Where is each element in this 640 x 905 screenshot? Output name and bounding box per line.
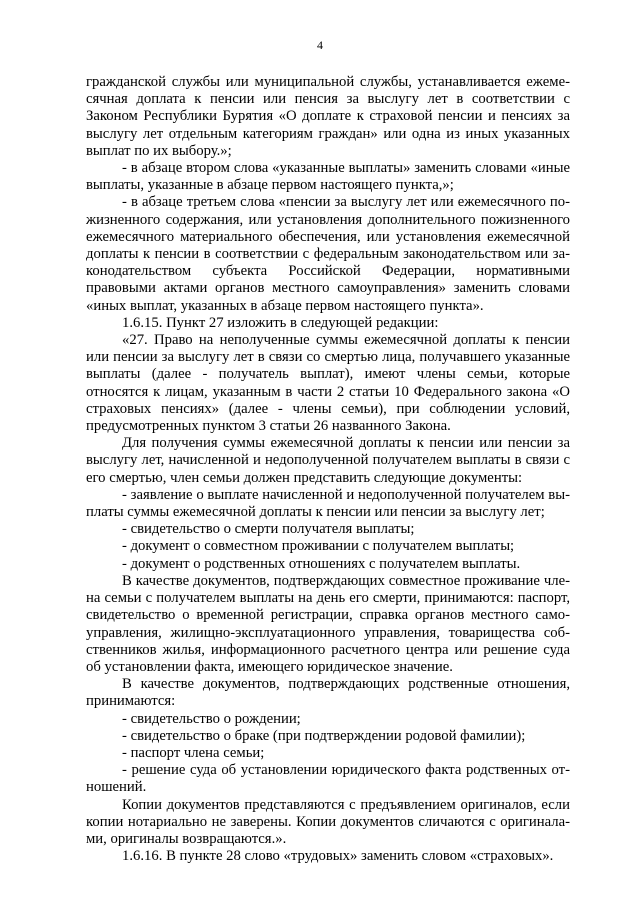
paragraph-clause-1-6-16: 1.6.16. В пункте 28 слово «трудовых» заменить словом «страховых».	[122, 848, 554, 865]
paragraph-cohabitation-proof: В качестве документов, подтверждающих совместное проживание члена семьи с получателем выплаты на день его смерти, принимаются: паспорт, свидетельство о временной регистрации, справка органов местного самоуправления, жилищно-эксплуатационного управления, товарищества собственников жилья, информационного расчетного центра или решение суда об установлении факта, имеющего юридическое значение.	[86, 572, 570, 675]
list-item-passport: - паспорт члена семьи;	[122, 744, 265, 761]
paragraph-copies: Копии документов представляются с предъявлением оригиналов, если копии нотариально не заверены. Копии документов сличаются с оригиналами, оригиналы возвращаются.».	[86, 796, 570, 847]
paragraph-documents-intro: Для получения суммы ежемесячной доплаты к пенсии или пенсии за выслугу лет, начисленной и недополученной получателем выплаты в связи с его смертью, член семьи должен представить следующие документы:	[86, 435, 570, 486]
list-item-death-certificate: - свидетельство о смерти получателя выплаты;	[122, 521, 415, 538]
list-item-cohabitation-document: - документ о совместном проживании с получателем выплаты;	[122, 538, 515, 555]
list-item-marriage-certificate: - свидетельство о браке (при подтверждении родовой фамилии);	[122, 727, 526, 744]
paragraph-amendment-third: - в абзаце третьем слова «пенсии за выслугу лет или ежемесячного пожизненного содержания, или установления дополнительного пожизненного ежемесячного материального обеспечения, или установления ежемесячной доплаты к пенсии в соответствии с федеральным законодательством или законодательством субъекта Российской Федерации, нормативными правовыми актами органов местного самоуправления» заменить словами «иных выплат, указанных в абзаце первом настоящего пункта».	[86, 194, 570, 314]
list-item-court-decision: - решение суда об установлении юридического факта родственных отношений.	[86, 762, 570, 796]
paragraph-amendment-second: - в абзаце втором слова «указанные выплаты» заменить словами «иные выплаты, указанные в абзаце первом настоящего пункта,»;	[86, 160, 570, 194]
list-item-kinship-document: - документ о родственных отношениях с получателем выплаты.	[122, 555, 521, 572]
list-item-birth-certificate: - свидетельство о рождении;	[122, 710, 301, 727]
page-number: 4	[317, 38, 323, 52]
list-item-application: - заявление о выплате начисленной и недополученной получателем выплаты суммы ежемесячной доплаты к пенсии или пенсии за выслугу лет;	[86, 486, 570, 521]
paragraph-clause-1-6-15: 1.6.15. Пункт 27 изложить в следующей редакции:	[122, 314, 439, 331]
paragraph-point-27: «27. Право на неполученные суммы ежемесячной доплаты к пенсии или пенсии за выслугу лет в связи со смертью лица, получавшего указанные выплаты (далее - получатель выплат), имеют члены семьи, которые относятся к лицам, указанным в части 2 статьи 10 Федерального закона «О страховых пенсиях» (далее - члены семьи), при соблюдении условий, предусмотренных пунктом 3 статьи 26 названного Закона.	[86, 332, 570, 435]
paragraph-continuation: гражданской службы или муниципальной службы, устанавливается ежемесячная доплата к пенсии или пенсия за выслугу лет в соответствии с Законом Республики Бурятия «О доплате к страховой пенсии и пенсиях за выслугу лет отдельным категориям граждан» или одна из иных указанных выплат по их выбору.»;	[86, 74, 570, 159]
document-body	[86, 74, 570, 865]
paragraph-kinship-proof: В качестве документов, подтверждающих родственные отношения, принимаются:	[86, 676, 570, 710]
